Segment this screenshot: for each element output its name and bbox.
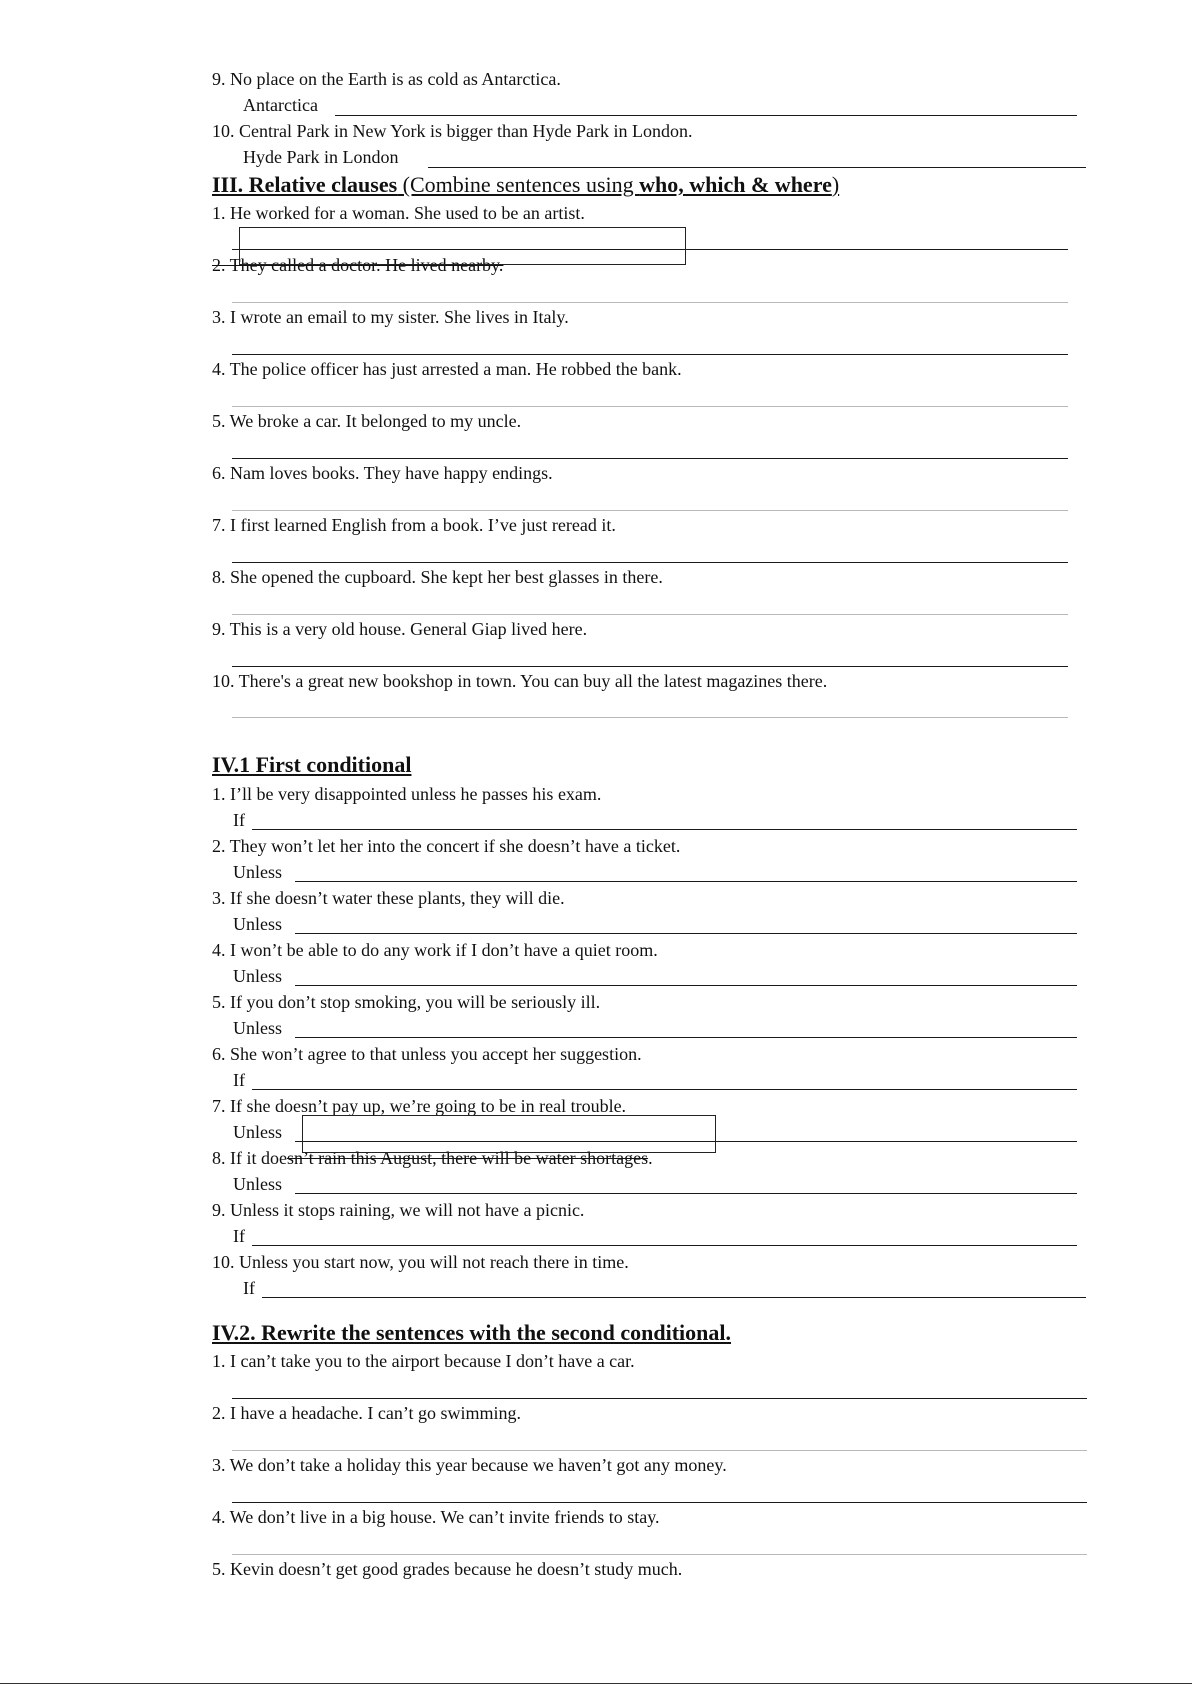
conditional-item-10: 10. Unless you start now, you will not reach there in time. [212,1252,629,1272]
relative-item-8: 8. She opened the cupboard. She kept her best glasses in there. [212,567,663,587]
conditional-item-10-prompt: If [243,1278,255,1298]
conditional-item-1: 1. I’ll be very disappointed unless he passes his exam. [212,784,602,804]
second-conditional-item-2: 2. I have a headache. I can’t go swimming. [212,1403,522,1423]
conditional-item-4: 4. I won’t be able to do any work if I don’t have a quiet room. [212,940,658,960]
relative-item-2: 2. They called a doctor. He lived nearby. [212,255,504,275]
answer-line[interactable] [232,302,1068,303]
page-bottom-rule [0,1683,1192,1684]
answer-line[interactable] [295,933,1077,934]
answer-line[interactable] [232,458,1068,459]
answer-line[interactable] [232,1502,1087,1503]
conditional-item-4-prompt: Unless [233,966,282,986]
conditional-item-6: 6. She won’t agree to that unless you accept her suggestion. [212,1044,642,1064]
question-9-prompt: Antarctica [243,95,318,115]
conditional-item-8-prompt: Unless [233,1174,282,1194]
answer-line[interactable] [232,562,1068,563]
conditional-item-9-prompt: If [233,1226,245,1246]
second-conditional-item-1: 1. I can’t take you to the airport because I don’t have a car. [212,1351,635,1371]
answer-line[interactable] [428,167,1086,168]
relative-item-9: 9. This is a very old house. General Giap lived here. [212,619,588,639]
answer-line[interactable] [232,666,1068,667]
section-3-heading: III. Relative clauses (Combine sentences using who, which & where) [212,172,840,197]
conditional-item-2-prompt: Unless [233,862,282,882]
redaction-box [239,227,686,265]
conditional-item-3: 3. If she doesn’t water these plants, they will die. [212,888,565,908]
second-conditional-item-5: 5. Kevin doesn’t get good grades because he doesn’t study much. [212,1559,683,1579]
question-10-sentence: 10. Central Park in New York is bigger than Hyde Park in London. [212,121,693,141]
section-4-1-heading: IV.1 First conditional [212,752,412,777]
section-4-2-heading: IV.2. Rewrite the sentences with the second conditional. [212,1320,732,1345]
conditional-item-7: 7. If she doesn’t pay up, we’re going to be in real trouble. [212,1096,627,1116]
answer-line[interactable] [232,717,1068,718]
answer-line[interactable] [252,1089,1077,1090]
answer-line[interactable] [295,985,1077,986]
answer-line[interactable] [252,1245,1077,1246]
conditional-item-2: 2. They won’t let her into the concert if she doesn’t have a ticket. [212,836,681,856]
conditional-item-6-prompt: If [233,1070,245,1090]
answer-line[interactable] [232,510,1068,511]
conditional-item-3-prompt: Unless [233,914,282,934]
conditional-item-9: 9. Unless it stops raining, we will not have a picnic. [212,1200,585,1220]
answer-line[interactable] [232,1450,1087,1451]
conditional-item-7-prompt: Unless [233,1122,282,1142]
relative-item-5: 5. We broke a car. It belonged to my uncle. [212,411,522,431]
question-10-prompt: Hyde Park in London [243,147,399,167]
relative-item-7: 7. I first learned English from a book. I’ve just reread it. [212,515,616,535]
second-conditional-item-4: 4. We don’t live in a big house. We can’t invite friends to stay. [212,1507,660,1527]
conditional-item-8: 8. If it doesn’t rain this August, there will be water shortages. [212,1148,653,1168]
conditional-item-1-prompt: If [233,810,245,830]
answer-line[interactable] [252,829,1077,830]
redaction-box [302,1115,716,1153]
answer-line[interactable] [262,1297,1086,1298]
answer-line[interactable] [232,614,1068,615]
answer-line[interactable] [295,1193,1077,1194]
answer-line[interactable] [335,115,1077,116]
answer-line[interactable] [232,1398,1087,1399]
question-9-sentence: 9. No place on the Earth is as cold as Antarctica. [212,69,561,89]
relative-item-6: 6. Nam loves books. They have happy endings. [212,463,553,483]
answer-line[interactable] [295,881,1077,882]
conditional-item-5-prompt: Unless [233,1018,282,1038]
relative-item-10: 10. There's a great new bookshop in town. You can buy all the latest magazines there. [212,671,828,691]
relative-item-3: 3. I wrote an email to my sister. She lives in Italy. [212,307,569,327]
second-conditional-item-3: 3. We don’t take a holiday this year because we haven’t got any money. [212,1455,727,1475]
conditional-item-5: 5. If you don’t stop smoking, you will be seriously ill. [212,992,601,1012]
relative-item-1: 1. He worked for a woman. She used to be an artist. [212,203,585,223]
answer-line[interactable] [232,406,1068,407]
answer-line[interactable] [232,354,1068,355]
answer-line[interactable] [295,1037,1077,1038]
relative-item-4: 4. The police officer has just arrested a man. He robbed the bank. [212,359,682,379]
answer-line[interactable] [232,1554,1087,1555]
